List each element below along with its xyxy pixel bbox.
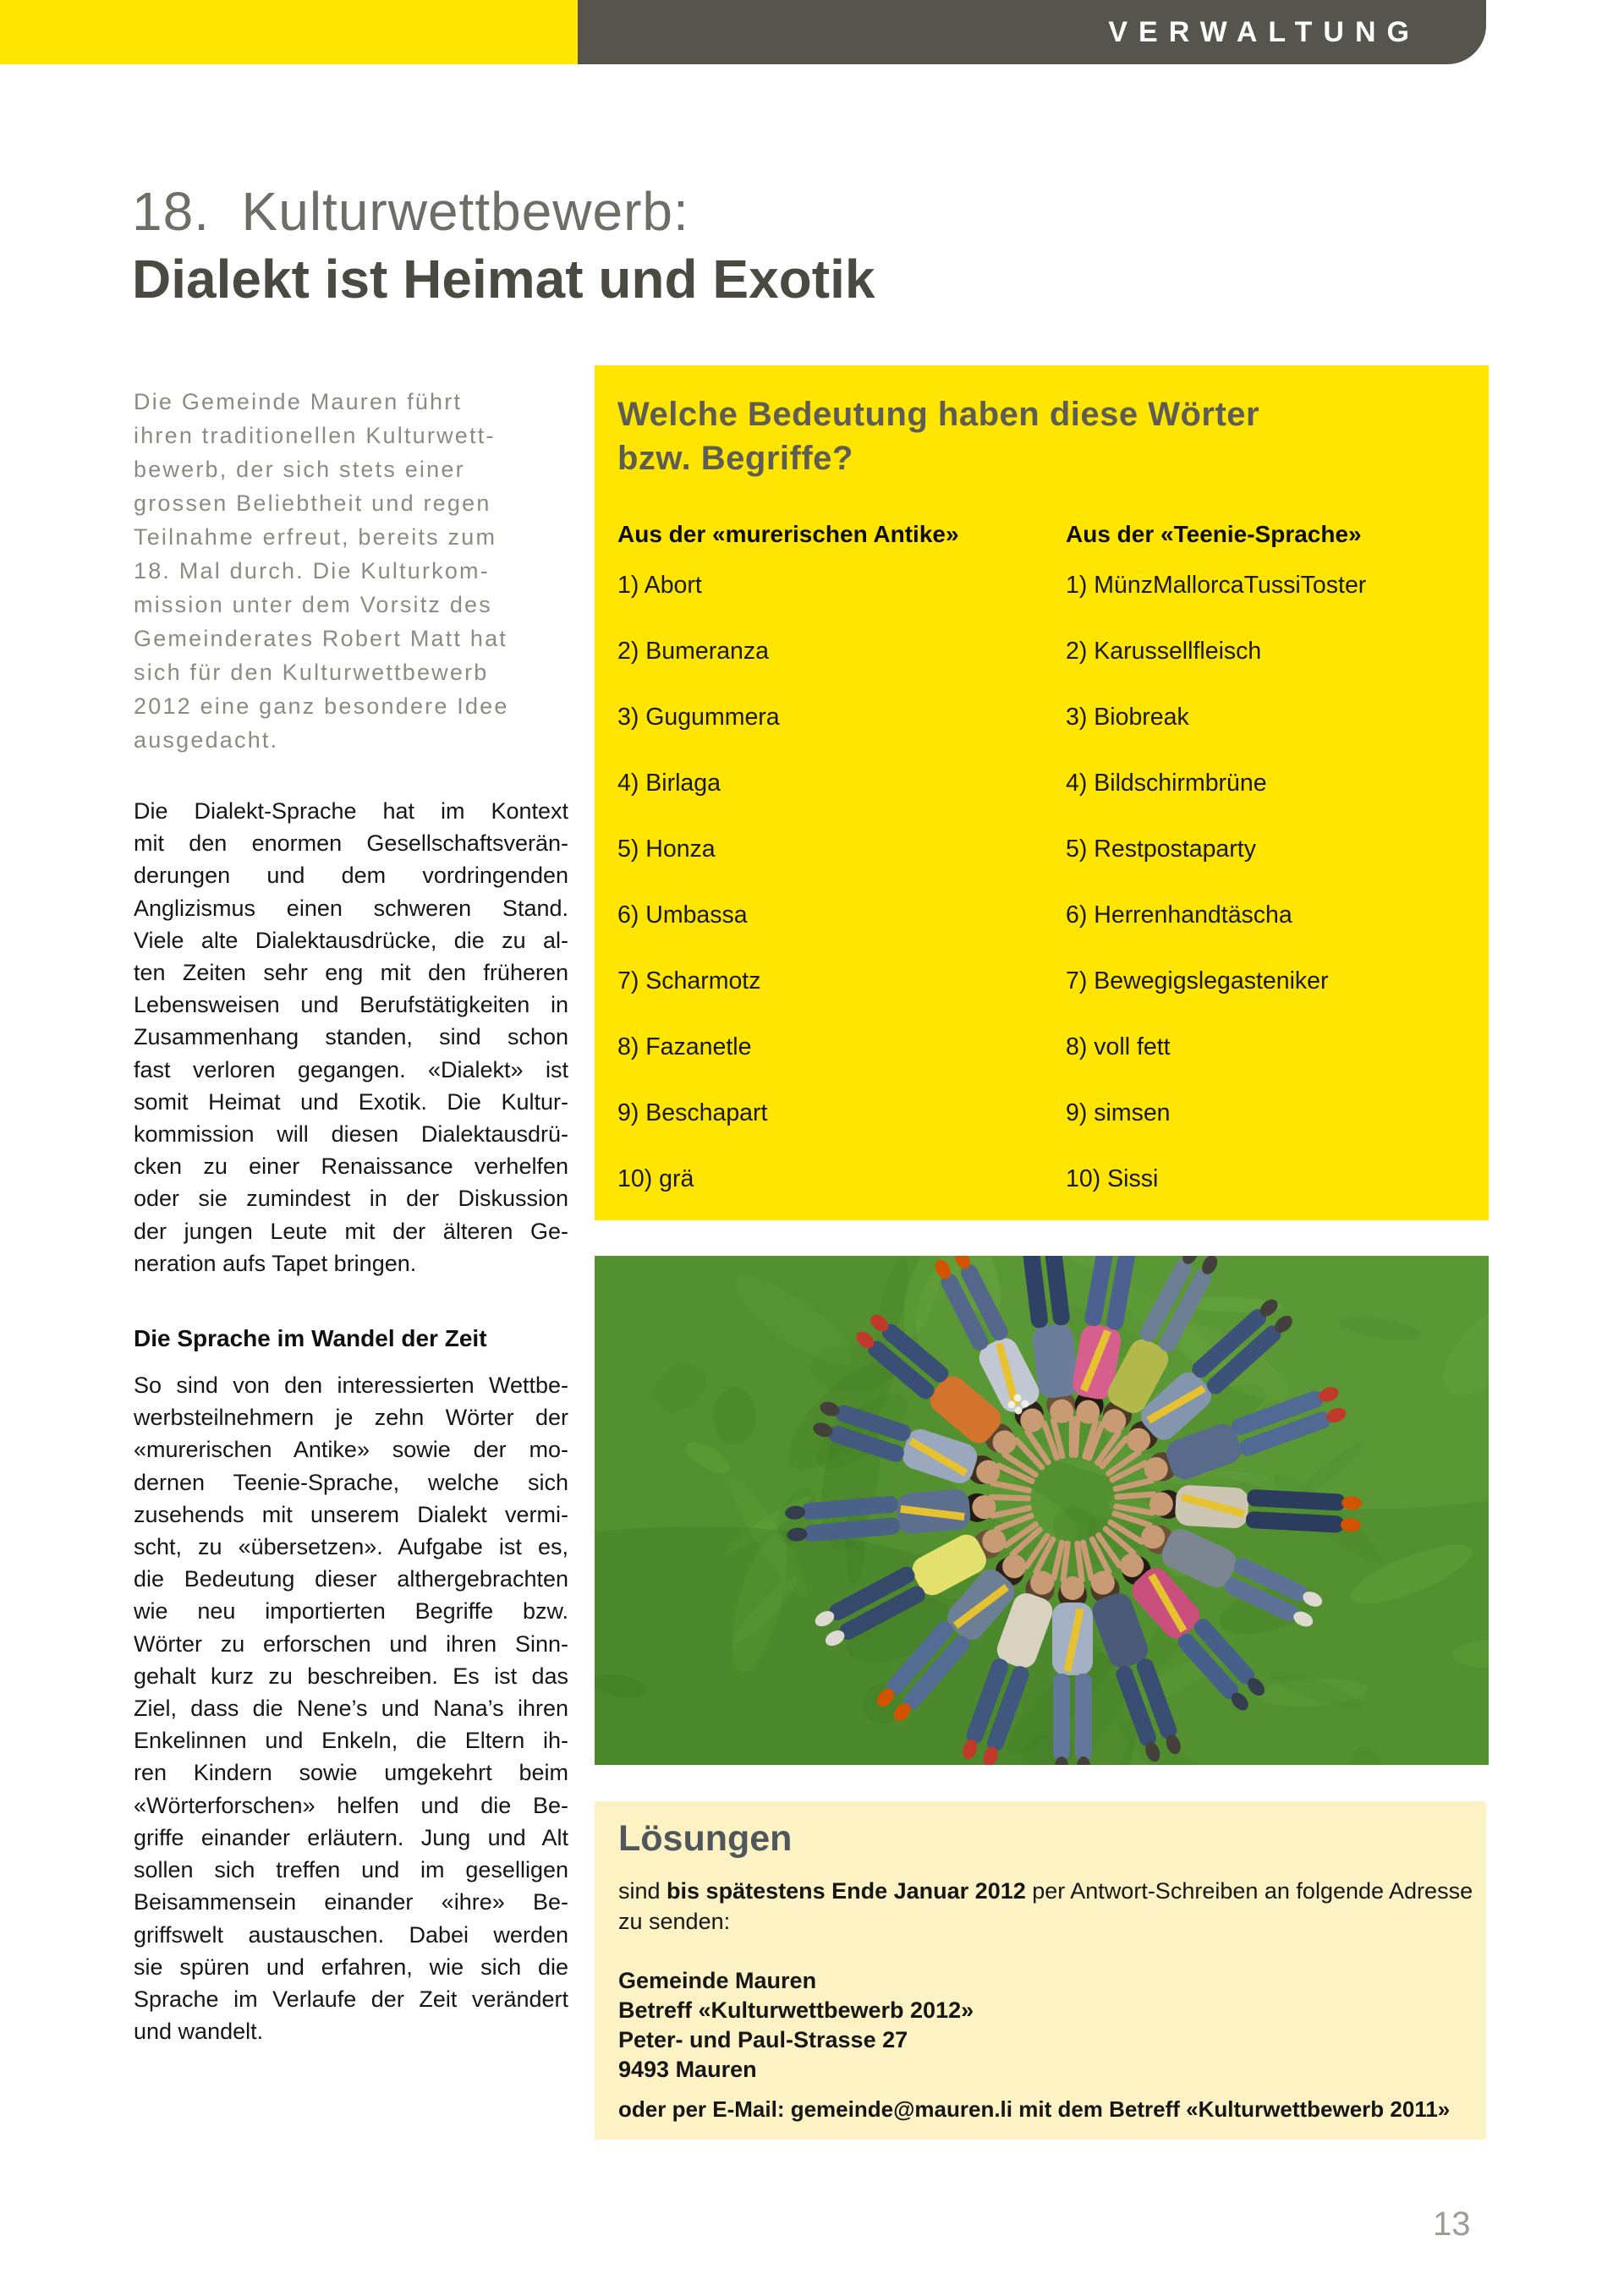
quiz-item: 5) Honza: [617, 836, 716, 863]
text-line: derungen und dem vordringenden: [134, 863, 568, 889]
text-line: ihren traditionellen Kulturwett-: [134, 423, 496, 448]
quiz-item: 10) grä: [617, 1165, 694, 1192]
text-line: Teilnahme erfreut, bereits zum: [134, 524, 497, 550]
quiz-item: 7) Scharmotz: [617, 967, 761, 995]
quiz-title-line2: bzw. Begriffe?: [617, 440, 853, 477]
article-left-column: [134, 385, 568, 2047]
text-line: der jungen Leute mit der älteren Ge-: [134, 1218, 568, 1244]
photo-children-circle: [595, 1256, 1489, 1765]
quiz-item: 3) Biobreak: [1066, 704, 1189, 731]
solutions-deadline: bis spätestens Ende Januar 2012: [667, 1878, 1026, 1904]
text-line: Zusammenhang standen, sind schon: [134, 1024, 568, 1050]
text-line: «murerischen Antike» sowie der mo-: [134, 1437, 568, 1463]
text-line: die Bedeutung dieser althergebrachten: [134, 1566, 568, 1592]
text-line: griffswelt austauschen. Dabei werden: [134, 1921, 568, 1948]
page-title-line1: 18. Kulturwettbewerb:: [132, 181, 689, 242]
text-line: Die Dialekt-Sprache hat im Kontext: [134, 798, 568, 824]
quiz-list-antike: [617, 571, 1057, 1194]
text-line: Wörter zu erforschen und ihren Sinn-: [134, 1630, 568, 1657]
text-line: somit Heimat und Exotik. Die Kultur-: [134, 1088, 568, 1115]
quiz-item: 4) Bildschirmbrüne: [1066, 770, 1267, 797]
top-bar: [578, 0, 1486, 64]
solutions-box: [595, 1801, 1486, 2140]
quiz-column-header-teenie: Aus der «Teenie-Sprache»: [1066, 521, 1362, 547]
text-line: Beisammensein einander «ihre» Be-: [134, 1889, 568, 1915]
quiz-column-teenie: [1066, 521, 1366, 1230]
text-line: kommission will diesen Dialektausdrü-: [134, 1121, 568, 1148]
text-line: Lebensweisen und Berufstätigkeiten in: [134, 992, 568, 1018]
text-line: Enkelinnen und Enkeln, die Eltern ih-: [134, 1728, 568, 1754]
quiz-item: 8) Fazanetle: [617, 1033, 752, 1060]
quiz-box: [595, 365, 1489, 1220]
address-line: 9493 Mauren: [618, 2057, 757, 2082]
text-line: oder sie zumindest in der Diskussion: [134, 1186, 568, 1212]
text-line: ausgedacht.: [134, 727, 279, 753]
text-line: gehalt kurz zu beschreiben. Es ist das: [134, 1663, 568, 1689]
page-title-line2: Dialekt ist Heimat und Exotik: [132, 249, 875, 310]
text-line: zusehends mit unserem Dialekt vermi-: [134, 1501, 568, 1527]
page-number: 13: [1433, 2206, 1471, 2243]
text-line: wie neu importierten Begriffe bzw.: [134, 1598, 568, 1625]
text-line: dernen Teenie-Sprache, welche sich: [134, 1469, 568, 1495]
quiz-item: 2) Bumeranza: [617, 638, 770, 665]
text-line: ten Zeiten sehr eng mit den früheren: [134, 960, 568, 986]
quiz-columns: [617, 521, 1468, 1230]
quiz-item: 9) Beschapart: [617, 1099, 768, 1126]
text-line: Die Gemeinde Mauren führt: [134, 389, 463, 414]
page-title: [132, 178, 875, 313]
solutions-intro-prefix: sind: [618, 1878, 667, 1904]
quiz-item: 4) Birlaga: [617, 770, 721, 797]
text-line: bewerb, der sich stets einer: [134, 457, 465, 482]
email-line: oder per E-Mail: gemeinde@mauren.li mit dem Betreff «Kulturwettbewerb 2011»: [618, 2096, 1451, 2122]
text-line: mit den enormen Gesellschaftsverän-: [134, 830, 568, 857]
quiz-column-header-antike: Aus der «murerischen Antike»: [617, 521, 959, 547]
text-line: griffe einander erläutern. Jung und Alt: [134, 1824, 568, 1850]
text-line: «Wörterforschen» helfen und die Be-: [134, 1792, 568, 1818]
text-line: sie spüren und erfahren, wie sich die: [134, 1954, 568, 1980]
quiz-item: 2) Karussellfleisch: [1066, 638, 1262, 665]
text-line: und wandelt.: [134, 2019, 264, 2045]
quiz-item: 10) Sissi: [1066, 1165, 1159, 1192]
solutions-address: [618, 1966, 1474, 2085]
text-line: 18. Mal durch. Die Kulturkom-: [134, 558, 490, 584]
quiz-title-line1: Welche Bedeutung haben diese Wörter: [617, 396, 1260, 433]
quiz-item: 1) MünzMallorcaTussiToster: [1066, 572, 1367, 599]
quiz-title: [617, 392, 1468, 480]
body-paragraph-2: [134, 1369, 568, 2047]
text-line: sollen sich treffen und im geselligen: [134, 1857, 568, 1883]
quiz-item: 8) voll fett: [1066, 1033, 1171, 1060]
text-line: So sind von den interessierten Wettbe-: [134, 1373, 568, 1399]
text-line: fast verloren gegangen. «Dialekt» ist: [134, 1056, 568, 1082]
body-paragraph-1: [134, 795, 568, 1280]
text-line: Ziel, dass die Nene’s und Nana’s ihren: [134, 1696, 568, 1722]
quiz-column-antike: [617, 521, 1057, 1230]
text-line: mission unter dem Vorsitz des: [134, 592, 492, 617]
address-line: Peter- und Paul-Strasse 27: [618, 2027, 908, 2052]
address-line: Gemeinde Mauren: [618, 1968, 817, 1993]
solutions-intro: [618, 1876, 1474, 1937]
text-line: sich für den Kulturwettbewerb: [134, 660, 489, 685]
quiz-item: 7) Bewegigslegasteniker: [1066, 967, 1329, 995]
text-line: Gemeinderates Robert Matt hat: [134, 626, 508, 651]
section-tag: VERWALTUNG: [1108, 15, 1420, 48]
text-line: neration aufs Tapet bringen.: [134, 1250, 417, 1276]
text-line: Sprache im Verlaufe der Zeit verändert: [134, 1986, 568, 2012]
quiz-item: 9) simsen: [1066, 1099, 1171, 1126]
solutions-intro-rest: per Antwort-Schreiben an folgende Adresse zu senden:: [618, 1878, 1473, 1934]
text-line: Anglizismus einen schweren Stand.: [134, 895, 568, 921]
text-line: cken zu einer Renaissance verhelfen: [134, 1153, 568, 1180]
address-line: Betreff «Kulturwettbewerb 2012»: [618, 1997, 974, 2023]
quiz-list-teenie: [1066, 571, 1366, 1194]
photo-children-circle-graphic: [595, 1256, 1489, 1765]
text-line: Viele alte Dialektausdrücke, die zu al-: [134, 927, 568, 953]
top-bar-yellow-accent: [0, 0, 578, 64]
quiz-item: 3) Gugummera: [617, 704, 780, 731]
text-line: grossen Beliebtheit und regen: [134, 490, 491, 516]
subheading: Die Sprache im Wandel der Zeit: [134, 1325, 487, 1352]
intro-paragraph: [134, 385, 568, 757]
quiz-item: 6) Herrenhandtäscha: [1066, 901, 1292, 929]
quiz-item: 6) Umbassa: [617, 901, 748, 929]
text-line: werbsteilnehmern je zehn Wörter der: [134, 1405, 568, 1431]
text-line: scht, zu «übersetzen». Aufgabe ist es,: [134, 1534, 568, 1560]
solutions-title: Lösungen: [618, 1818, 793, 1859]
quiz-item: 5) Restpostaparty: [1066, 836, 1256, 863]
quiz-item: 1) Abort: [617, 572, 702, 599]
text-line: 2012 eine ganz besondere Idee: [134, 693, 509, 719]
text-line: ren Kindern sowie umgekehrt beim: [134, 1760, 568, 1786]
